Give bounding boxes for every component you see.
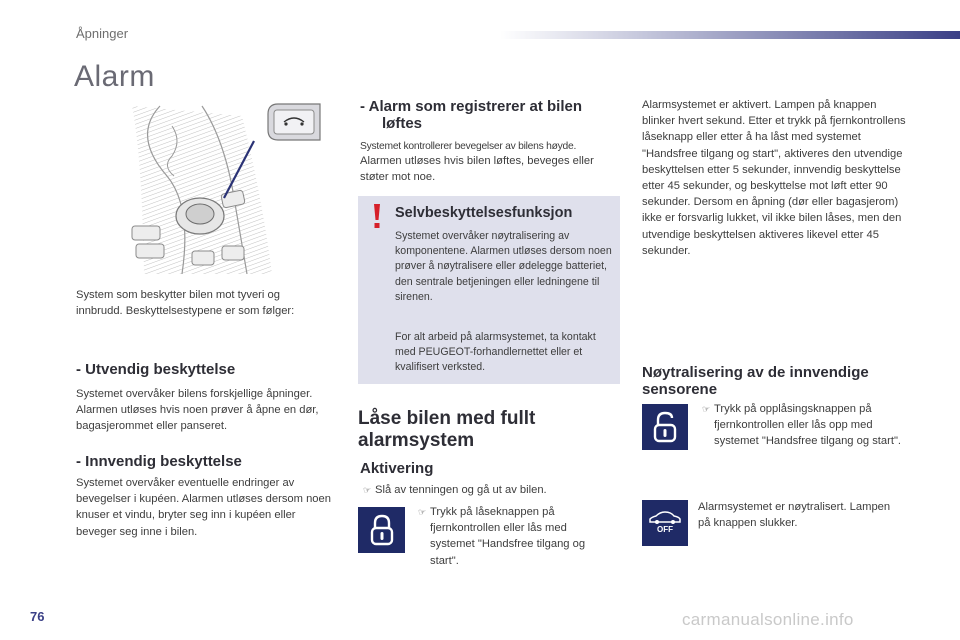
alarm-off-button-icon [642,500,688,546]
bullet-icon: ☞ [363,485,372,495]
interior-text: Systemet overvåker eventuelle endringer av bevegelser i kupéen. Alarmen utløses dersom noen knuser et vindu, bryter seg inn i kupéen eller beveger seg inne i bilen. [76,477,331,538]
unlock-button-icon [642,404,688,450]
activation-heading: Aktivering [360,460,434,477]
neutralize-heading: Nøytralisering av de innvendige sensorene [642,364,869,398]
bullet-icon: ☞ [702,404,711,414]
activation-step-2: ☞ Trykk på låseknappen på fjernkontrollen eller lås med systemet "Handsfree tilgang og start". [418,506,586,567]
self-protection-title: Selvbeskyttelsesfunksjon [395,205,573,221]
self-protection-advice: For alt arbeid på alarmsystemet, ta kontakt med PEUGEOT-forhandlernettet eller et kvalifisert verksted. [395,331,596,374]
lift-small-text: Systemet kontrollerer bevegelser av bilens høyde. [360,141,577,152]
bullet-icon: ☞ [418,507,427,517]
page-number: 76 [30,609,45,624]
lift-heading-line1: - Alarm som registrerer at bilen [360,98,583,115]
interior-heading: - Innvendig beskyttelse [76,453,242,470]
off-label: OFF [657,525,673,534]
car-icon [648,511,682,525]
console-illustration [72,96,330,274]
header-bar [500,31,960,39]
page-title: Alarm [74,60,155,93]
neutralize-result: Alarmsystemet er nøytralisert. Lampen på knappen slukker. [698,501,891,530]
lock-heading: Låse bilen med fullt alarmsystem [358,408,536,451]
neutralize-step-1: ☞ Trykk på opplåsingsknappen på fjernkontrollen eller lås opp med systemet "Handsfree tilgang og start". [702,403,902,448]
exterior-heading: - Utvendig beskyttelse [76,361,236,378]
exterior-text: Systemet overvåker bilens forskjellige åpninger. Alarmen utløses hvis noen prøver å åpne en dør, bagasjerommet eller panseret. [76,388,319,433]
lock-button-icon [358,507,405,553]
intro-text: System som beskytter bilen mot tyveri og innbrudd. Beskyttelsestypene er som følger: [76,289,295,318]
self-protection-text: Systemet overvåker nøytralisering av komponentene. Alarmen utløses dersom noen prøver å nøytralisere eller ødelegge batteriet, den sentrale betjeningen eller ledningene til sirenen. [395,230,612,303]
section-header: Åpninger [76,26,129,41]
activation-description: Alarmsystemet er aktivert. Lampen på knappen blinker hvert sekund. Etter et trykk på fjernkontrollens låseknapp eller etter å ha låst med systemet "Handsfree tilgang og start", aktiveres den utvendige beskyttelsen etter 5 sekunder, innvendig beskyttelse etter 45 sekunder, og beskyttelse mot løft etter 90 sekunder. Dersom en åpning (dør eller bagasjerom) ikke er forsvarlig lukket, vil ikke bilen låses, men den utvendige beskyttelsen aktiveres likevel etter 45 sekunder. [642,99,906,257]
watermark: carmanualsonline.info [682,610,854,629]
activation-step-1: ☞ Slå av tenningen og gå ut av bilen. [363,484,547,496]
warning-icon [370,203,384,229]
lift-heading-line2: løftes [382,115,423,132]
lift-text: Alarmen utløses hvis bilen løftes, beveges eller støter mot noe. [360,155,594,184]
